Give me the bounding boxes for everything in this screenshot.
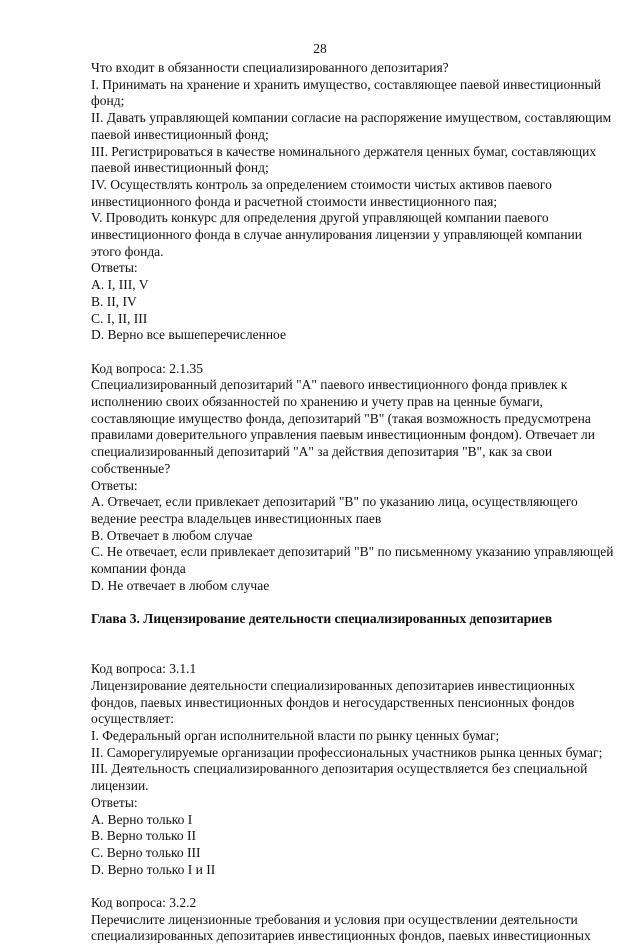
text-line: D. Верно все вышеперечисленное: [91, 327, 286, 343]
text-line: B. Верно только II: [91, 828, 197, 844]
text-line: составляющие имущество фонда, депозитарий "В" (такая возможность предусмотрена: [91, 410, 591, 426]
text-line: собственные?: [91, 460, 171, 476]
text-line: специализированных депозитариев инвестиционных фондов, паевых инвестиционных: [91, 928, 591, 944]
text-line: Ответы:: [91, 794, 138, 810]
text-line: осуществляет:: [91, 711, 175, 727]
text-line: этого фонда.: [91, 243, 164, 259]
question-block: [91, 661, 601, 878]
chapter-heading: Глава 3. Лицензирование деятельности специализированных депозитариев: [91, 611, 553, 627]
text-line: паевой инвестиционный фонд;: [91, 126, 269, 142]
text-line: B. II, IV: [91, 293, 137, 309]
text-line: A. Верно только I: [91, 811, 193, 827]
text-line: Что входит в обязанности специализированного депозитария?: [91, 60, 449, 75]
paragraph-gap: [91, 628, 601, 645]
text-line: I. Федеральный орган исполнительной власти по рынку ценных бумаг;: [91, 728, 500, 744]
text-line: D. Не отвечает в любом случае: [91, 577, 270, 593]
paragraph-gap: [91, 344, 601, 361]
text-line: правилами доверительного управления паевым инвестиционным фондом). Отвечает ли: [91, 427, 595, 443]
text-line: Код вопроса: 3.2.2: [91, 895, 197, 911]
text-line: Код вопроса: 3.1.1: [91, 661, 197, 677]
text-line: компании фонда: [91, 561, 186, 577]
question-block: [91, 360, 614, 595]
paragraph-gap: [91, 594, 601, 611]
text-line: паевой инвестиционный фонд;: [91, 160, 269, 176]
text-line: Перечислите лицензионные требования и условия при осуществлении деятельности: [91, 911, 578, 927]
text-line: Ответы:: [91, 477, 138, 493]
text-line: Код вопроса: 2.1.35: [91, 360, 204, 376]
text-line: C. Не отвечает, если привлекает депозитарий "В" по письменному указанию управляющей: [91, 544, 614, 560]
text-line: II. Саморегулируемые организации профессиональных участников рынка ценных бумаг;: [91, 744, 603, 760]
text-line: IV. Осуществлять контроль за определением стоимости чистых активов паевого: [91, 176, 552, 192]
text-line: A. I, III, V: [91, 277, 149, 293]
text-line: специализированный депозитарий "А" за действия депозитария "В", как за свои: [91, 444, 553, 460]
document-body: [91, 60, 614, 945]
text-line: V. Проводить конкурс для определения другой управляющей компании паевого: [91, 210, 549, 226]
text-line: фондов, паевых инвестиционных фондов и негосударственных пенсионных фондов: [91, 694, 575, 710]
question-block: [91, 60, 612, 344]
text-line: III. Регистрироваться в качестве номинального держателя ценных бумаг, составляющих: [91, 143, 597, 159]
paragraph-gap: [91, 878, 601, 895]
text-line: II. Давать управляющей компании согласие на распоряжение имуществом, составляющим: [91, 110, 612, 126]
text-line: III. Деятельность специализированного депозитария осуществляется без специальной: [91, 761, 588, 777]
page-number: 28: [313, 41, 327, 56]
text-line: исполнению своих обязанностей по хранению и учету прав на ценные бумаги,: [91, 394, 543, 410]
text-line: Лицензирование деятельности специализированных депозитариев инвестиционных: [91, 677, 575, 693]
question-block: [91, 895, 601, 945]
text-line: D. Верно только I и II: [91, 861, 216, 877]
text-line: лицензии.: [91, 778, 149, 794]
text-line: I. Принимать на хранение и хранить имущество, составляющее паевой инвестиционный: [91, 76, 602, 92]
text-line: Специализированный депозитарий "А" паевого инвестиционного фонда привлек к: [91, 377, 568, 393]
text-line: инвестиционного фонда и расчетной стоимости инвестиционного пая;: [91, 193, 498, 209]
text-line: C. Верно только III: [91, 844, 201, 860]
text-line: C. I, II, III: [91, 310, 148, 326]
text-line: инвестиционного фонда в случае аннулирования лицензии у управляющей компании: [91, 227, 582, 243]
text-line: Ответы:: [91, 260, 138, 276]
text-line: A. Отвечает, если привлекает депозитарий "В" по указанию лица, осуществляющего: [91, 494, 578, 510]
text-line: B. Отвечает в любом случае: [91, 527, 253, 543]
text-line: ведение реестра владельцев инвестиционных паев: [91, 510, 382, 526]
paragraph-gap: [91, 645, 601, 662]
text-line: фонд;: [91, 93, 125, 109]
